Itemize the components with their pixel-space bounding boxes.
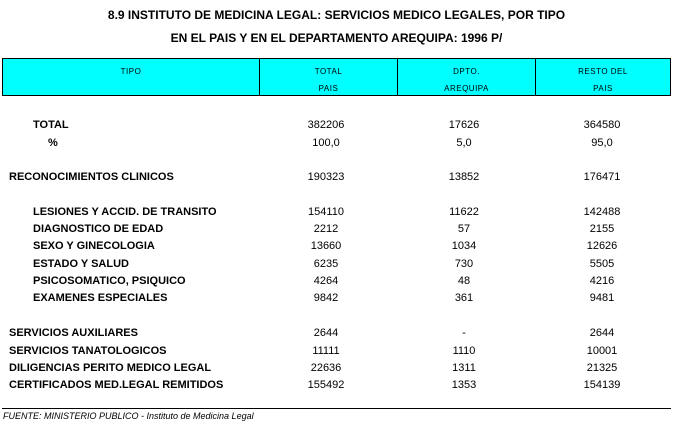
table-row bbox=[0, 379, 673, 395]
row-label: SERVICIOS TANATOLOGICOS bbox=[9, 345, 167, 357]
cell-total-pais: 100,0 bbox=[312, 137, 340, 149]
cell-total-pais: 9842 bbox=[313, 292, 339, 304]
cell-resto-pais: 142488 bbox=[583, 206, 621, 218]
cell-resto-pais: 176471 bbox=[583, 171, 621, 183]
header-dpto-label: DPTO. bbox=[453, 67, 480, 76]
cell-total-pais: 2644 bbox=[313, 327, 339, 339]
row-label: LESIONES Y ACCID. DE TRANSITO bbox=[33, 206, 217, 218]
cell-dpto-arequipa: 57 bbox=[457, 223, 471, 235]
cell-total-pais: 382206 bbox=[307, 119, 345, 131]
table-row bbox=[0, 137, 673, 153]
cell-resto-pais: 5505 bbox=[589, 258, 615, 270]
table-row bbox=[0, 171, 673, 187]
row-label: CERTIFICADOS MED.LEGAL REMITIDOS bbox=[9, 379, 224, 391]
source-note: FUENTE: MINISTERIO PUBLICO - Instituto de Medicina Legal bbox=[3, 411, 254, 421]
footer-rule bbox=[2, 408, 671, 409]
row-label: DIAGNOSTICO DE EDAD bbox=[33, 223, 164, 235]
table-row bbox=[0, 345, 673, 361]
cell-dpto-arequipa: 1353 bbox=[451, 379, 477, 391]
cell-resto-pais: 4216 bbox=[589, 275, 615, 287]
header-resto-pais-label: PAIS bbox=[593, 84, 613, 93]
cell-total-pais: 6235 bbox=[313, 258, 339, 270]
cell-dpto-arequipa: 17626 bbox=[448, 119, 480, 131]
cell-total-pais: 2212 bbox=[313, 223, 339, 235]
cell-total-pais: 4264 bbox=[313, 275, 339, 287]
cell-total-pais: 190323 bbox=[307, 171, 345, 183]
table-row bbox=[0, 223, 673, 239]
row-label: EXAMENES ESPECIALES bbox=[33, 292, 168, 304]
row-label: ESTADO Y SALUD bbox=[33, 258, 129, 270]
cell-dpto-arequipa: 13852 bbox=[448, 171, 480, 183]
row-label: SEXO Y GINECOLOGIA bbox=[33, 240, 155, 252]
row-label: % bbox=[48, 137, 58, 149]
header-total-label: TOTAL bbox=[314, 67, 343, 76]
cell-total-pais: 155492 bbox=[307, 379, 345, 391]
table-row bbox=[0, 258, 673, 274]
cell-resto-pais: 2155 bbox=[589, 223, 615, 235]
cell-dpto-arequipa: 1110 bbox=[452, 345, 476, 357]
cell-resto-pais: 2644 bbox=[589, 327, 615, 339]
cell-dpto-arequipa: 1311 bbox=[452, 362, 476, 374]
cell-dpto-arequipa: 730 bbox=[454, 258, 474, 270]
table-row bbox=[0, 119, 673, 135]
cell-resto-pais: 364580 bbox=[583, 119, 621, 131]
cell-resto-pais: 154139 bbox=[583, 379, 621, 391]
cell-dpto-arequipa: 11622 bbox=[449, 206, 479, 218]
header-total-pais bbox=[260, 59, 398, 95]
cell-dpto-arequipa: - bbox=[462, 327, 466, 339]
cell-total-pais: 22636 bbox=[310, 362, 342, 374]
header-dpto-arequipa bbox=[398, 59, 536, 95]
header-tipo bbox=[3, 59, 260, 95]
cell-dpto-arequipa: 1034 bbox=[451, 240, 477, 252]
table-row bbox=[0, 292, 673, 308]
cell-resto-pais: 9481 bbox=[589, 292, 615, 304]
cell-resto-pais: 21325 bbox=[586, 362, 618, 374]
row-label: DILIGENCIAS PERITO MEDICO LEGAL bbox=[9, 362, 212, 374]
cell-total-pais: 11111 bbox=[312, 345, 340, 357]
table-subtitle: EN EL PAIS Y EN EL DEPARTAMENTO AREQUIPA: 1996 P/ bbox=[170, 31, 503, 45]
header-pais-label: PAIS bbox=[318, 84, 339, 93]
table-row bbox=[0, 240, 673, 256]
table-row bbox=[0, 362, 673, 378]
row-label: RECONOCIMIENTOS CLINICOS bbox=[9, 171, 174, 183]
header-tipo-label: TIPO bbox=[120, 67, 142, 76]
cell-total-pais: 154110 bbox=[308, 206, 344, 218]
header-resto-label: RESTO DEL bbox=[578, 67, 628, 76]
row-label: PSICOSOMATICO, PSIQUICO bbox=[33, 275, 186, 287]
header-resto-pais bbox=[536, 59, 670, 95]
cell-total-pais: 13660 bbox=[310, 240, 342, 252]
table-row bbox=[0, 206, 673, 222]
cell-resto-pais: 10001 bbox=[586, 345, 618, 357]
table-title: 8.9 INSTITUTO DE MEDICINA LEGAL: SERVICIOS MEDICO LEGALES, POR TIPO bbox=[107, 8, 566, 22]
row-label: TOTAL bbox=[33, 119, 69, 131]
cell-dpto-arequipa: 5,0 bbox=[456, 137, 472, 149]
cell-resto-pais: 95,0 bbox=[591, 137, 613, 149]
table-row bbox=[0, 275, 673, 291]
row-label: SERVICIOS AUXILIARES bbox=[9, 327, 138, 339]
cell-resto-pais: 12626 bbox=[586, 240, 618, 252]
header-arequipa-label: AREQUIPA bbox=[444, 84, 489, 93]
table-header bbox=[2, 58, 671, 96]
cell-dpto-arequipa: 48 bbox=[457, 275, 471, 287]
cell-dpto-arequipa: 361 bbox=[454, 292, 474, 304]
table-row bbox=[0, 327, 673, 343]
